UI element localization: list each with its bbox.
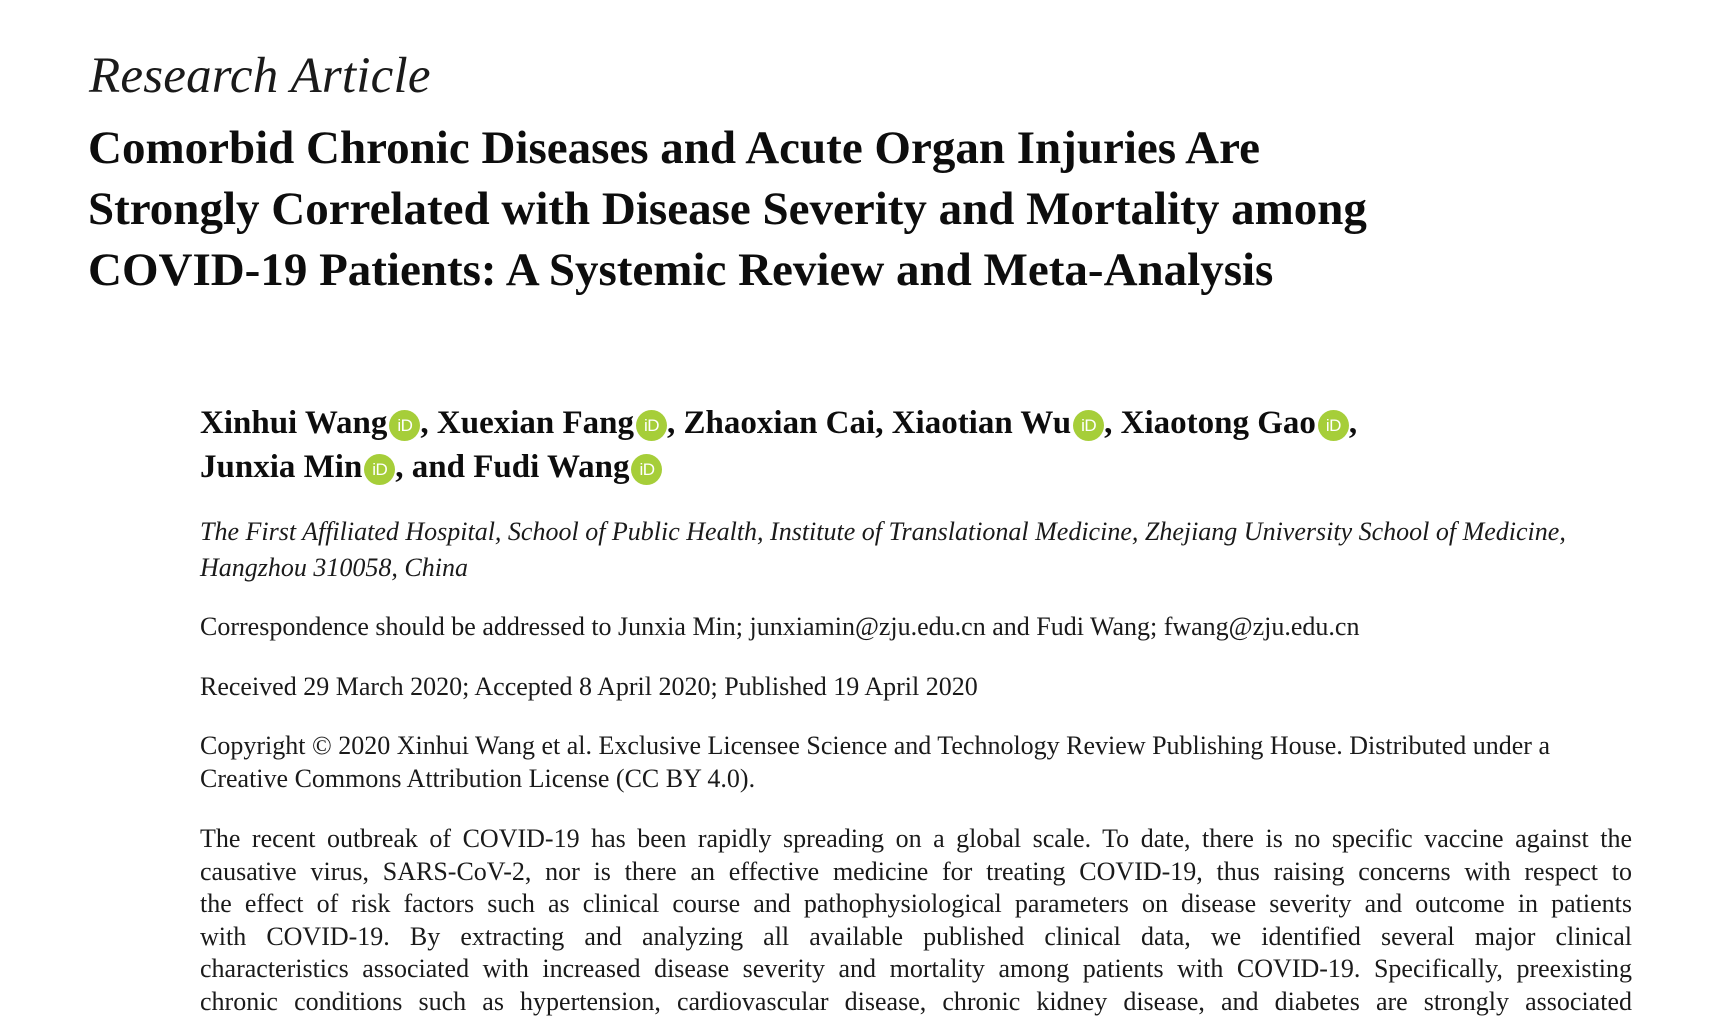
- abstract-line: the effect of risk factors such as clinical course and pathophysiological parameters on disease severity and outcome in patients: [200, 889, 1632, 918]
- orcid-icon[interactable]: iD: [636, 410, 667, 441]
- abstract-line: The recent outbreak of COVID-19 has been rapidly spreading on a global scale. To date, there is no specific vaccine against the: [200, 824, 1632, 853]
- article-title: [88, 118, 1688, 301]
- author-line: [200, 445, 1660, 489]
- abstract-line: chronic conditions such as hypertension, cardiovascular disease, chronic kidney disease, and diabetes are strongly associated: [200, 986, 1632, 1016]
- abstract-line: causative virus, SARS-CoV-2, nor is there an effective medicine for treating COVID-19, thus raising concerns with respect to: [200, 856, 1632, 886]
- correspondence-note: Correspondence should be addressed to Junxia Min; junxiamin@zju.edu.cn and Fudi Wang; fwang@zju.edu.cn: [200, 612, 1360, 641]
- author-line: [200, 401, 1660, 445]
- orcid-icon[interactable]: iD: [1318, 410, 1349, 441]
- author-separator: ,: [420, 405, 429, 441]
- author-name[interactable]: Xiaotian Wu: [891, 405, 1072, 441]
- title-line: Strongly Correlated with Disease Severity and Mortality among: [88, 183, 1367, 235]
- title-line: Comorbid Chronic Diseases and Acute Organ Injuries Are: [88, 122, 1260, 174]
- abstract: [200, 823, 1632, 1018]
- author-separator: ,: [875, 405, 884, 441]
- author-name[interactable]: Zhaoxian Cai: [683, 405, 876, 441]
- abstract-line: with COVID-19. By extracting and analyzing all available published clinical data, we identified several major clinical: [200, 921, 1632, 951]
- affiliation-line: Hangzhou 310058, China: [200, 553, 468, 582]
- author-separator: ,: [1348, 405, 1358, 441]
- author-separator: ,: [667, 405, 676, 441]
- copyright-line: Copyright © 2020 Xinhui Wang et al. Exclusive Licensee Science and Technology Review Publishing House. Distributed under a: [200, 731, 1551, 760]
- author-separator: , and: [395, 449, 466, 485]
- abstract-line: characteristics associated with increased disease severity and mortality among patients with COVID-19. Specifically, preexisting: [200, 954, 1632, 983]
- author-name[interactable]: Junxia Min: [200, 449, 363, 485]
- author-name[interactable]: Xiaotong Gao: [1120, 405, 1316, 441]
- orcid-icon[interactable]: iD: [631, 454, 662, 485]
- affiliation: [200, 514, 1635, 586]
- author-name[interactable]: Xuexian Fang: [436, 405, 635, 441]
- article-type-label: Research Article: [89, 48, 431, 104]
- author-separator: ,: [1104, 405, 1113, 441]
- author-list: [200, 401, 1660, 489]
- copyright-line: Creative Commons Attribution License (CC BY 4.0).: [200, 764, 756, 793]
- orcid-icon[interactable]: iD: [389, 410, 420, 441]
- affiliation-line: The First Affiliated Hospital, School of Public Health, Institute of Translational Medicine, Zhejiang University School of Medicine,: [200, 517, 1566, 546]
- author-name[interactable]: Fudi Wang: [473, 449, 630, 485]
- orcid-icon[interactable]: iD: [1073, 410, 1104, 441]
- author-name[interactable]: Xinhui Wang: [200, 405, 388, 441]
- orcid-icon[interactable]: iD: [364, 454, 395, 485]
- publication-dates: Received 29 March 2020; Accepted 8 April 2020; Published 19 April 2020: [200, 672, 978, 701]
- title-line: COVID-19 Patients: A Systemic Review and Meta-Analysis: [88, 244, 1274, 296]
- copyright-notice: [200, 729, 1632, 795]
